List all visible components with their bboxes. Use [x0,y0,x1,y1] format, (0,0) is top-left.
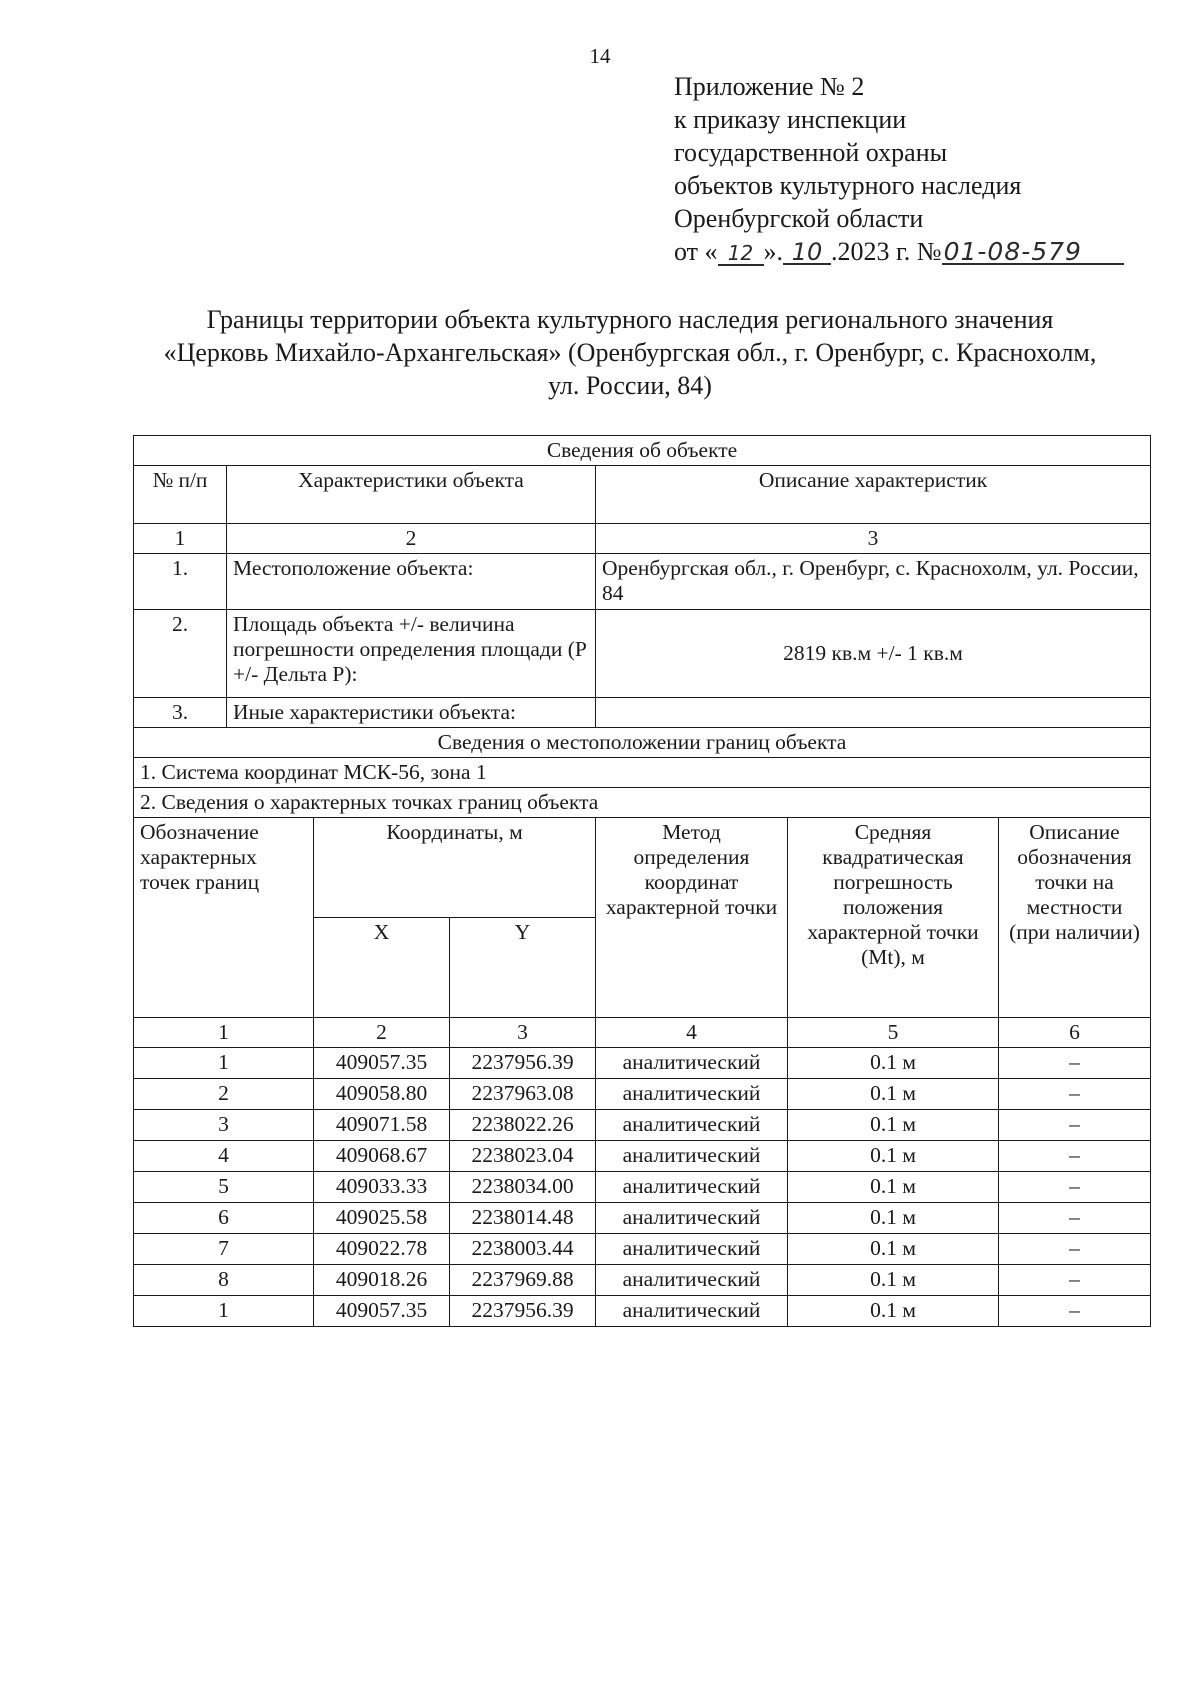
method: аналитический [596,1110,788,1141]
page-number: 14 [589,44,611,68]
table-row [134,1172,1151,1203]
method: аналитический [596,1172,788,1203]
table-row [134,1265,1151,1296]
handwritten-day: 12 [718,242,764,266]
point-id: 1 [134,1296,314,1327]
coord-x: 409068.67 [314,1141,450,1172]
col-index: 4 [596,1018,788,1048]
appendix-date-line [674,235,1124,268]
table-row [134,1048,1151,1079]
table-row [134,1203,1151,1234]
mean-error: 0.1 м [788,1265,999,1296]
row-label: Иные характеристики объекта: [227,698,596,728]
col-index: 3 [450,1018,596,1048]
mean-error: 0.1 м [788,1110,999,1141]
method: аналитический [596,1234,788,1265]
coord-y: 2237969.88 [450,1265,596,1296]
col-header-characteristics: Характеристики объекта [227,466,596,524]
point-description: – [999,1265,1151,1296]
appendix-line: государственной охраны [674,138,948,167]
table-row [134,1141,1151,1172]
object-row-area [134,610,1151,698]
date-suffix: .2023 г. № [831,237,942,266]
method: аналитический [596,1048,788,1079]
row-num: 3. [134,698,227,728]
col-index: 6 [999,1018,1151,1048]
header-mean-error: Средняя квадратическая погрешность положения характерной точки (Mt), м [788,818,999,1018]
coord-y: 2237956.39 [450,1048,596,1079]
coord-y: 2238022.26 [450,1110,596,1141]
header-point-designation: Обозначение характерных точек границ [134,818,314,1018]
coord-x: 409022.78 [314,1234,450,1265]
object-row-other [134,698,1151,728]
row-label: Местоположение объекта: [227,554,596,610]
object-info-section-title: Сведения об объекте [134,436,1151,466]
object-boundaries-table [133,435,1151,1327]
col-header-num: № п/п [134,466,227,524]
point-description: – [999,1141,1151,1172]
point-id: 4 [134,1141,314,1172]
coord-x: 409058.80 [314,1079,450,1110]
table-row [134,1234,1151,1265]
table-row [134,1079,1151,1110]
title-line: «Церковь Михайло-Архангельская» (Оренбургская обл., г. Оренбург, с. Краснохолм, [163,338,1097,367]
point-description: – [999,1234,1151,1265]
row-value [596,698,1151,728]
row-label: Площадь объекта +/- величина погрешности определения площади (P +/- Дельта P): [227,610,596,698]
col-index: 1 [134,1018,314,1048]
coord-y: 2238034.00 [450,1172,596,1203]
coord-y: 2237963.08 [450,1079,596,1110]
points-section-title: 2. Сведения о характерных точках границ объекта [134,788,1151,818]
coord-y: 2238023.04 [450,1141,596,1172]
col-index: 3 [596,524,1151,554]
column-index-row [134,1018,1151,1048]
appendix-line: Оренбургской области [674,204,924,233]
row-value: Оренбургская обл., г. Оренбург, с. Краснохолм, ул. России, 84 [596,554,1151,610]
col-index: 5 [788,1018,999,1048]
header-y: Y [450,918,596,1018]
col-header-description: Описание характеристик [596,466,1151,524]
col-index: 2 [227,524,596,554]
mean-error: 0.1 м [788,1079,999,1110]
appendix-line: к приказу инспекции [674,105,907,134]
handwritten-month: 10 [783,241,831,265]
header-method: Метод определения координат характерной точки [596,818,788,1018]
date-mid: ». [763,237,784,266]
mean-error: 0.1 м [788,1296,999,1327]
header-coordinates: Координаты, м [314,818,596,918]
document-title [90,303,1170,402]
table-row [134,1296,1151,1327]
row-num: 1. [134,554,227,610]
point-id: 8 [134,1265,314,1296]
title-line: Границы территории объекта культурного наследия регионального значения [206,305,1054,334]
coord-y: 2238003.44 [450,1234,596,1265]
coord-y: 2237956.39 [450,1296,596,1327]
method: аналитический [596,1265,788,1296]
mean-error: 0.1 м [788,1234,999,1265]
row-value: 2819 кв.м +/- 1 кв.м [596,610,1151,698]
point-id: 1 [134,1048,314,1079]
method: аналитический [596,1203,788,1234]
appendix-line: объектов культурного наследия [674,171,1022,200]
point-description: – [999,1079,1151,1110]
method: аналитический [596,1079,788,1110]
coord-x: 409071.58 [314,1110,450,1141]
point-description: – [999,1203,1151,1234]
col-index: 1 [134,524,227,554]
mean-error: 0.1 м [788,1172,999,1203]
coordinate-system: 1. Система координат МСК-56, зона 1 [134,758,1151,788]
mean-error: 0.1 м [788,1141,999,1172]
point-description: – [999,1048,1151,1079]
row-num: 2. [134,610,227,698]
point-description: – [999,1110,1151,1141]
point-id: 2 [134,1079,314,1110]
appendix-header [674,70,1124,268]
header-point-description: Описание обозначения точки на местности (при наличии) [999,818,1151,1018]
coord-x: 409057.35 [314,1048,450,1079]
col-index: 2 [314,1018,450,1048]
appendix-line: Приложение № 2 [674,72,865,101]
point-id: 5 [134,1172,314,1203]
coord-x: 409033.33 [314,1172,450,1203]
boundary-section-title: Сведения о местоположении границ объекта [134,728,1151,758]
point-id: 7 [134,1234,314,1265]
title-line: ул. России, 84) [548,371,712,400]
object-row-location [134,554,1151,610]
header-x: X [314,918,450,1018]
handwritten-order-number: 01-08-579 [942,241,1124,265]
point-description: – [999,1172,1151,1203]
table-row [134,1110,1151,1141]
point-description: – [999,1296,1151,1327]
coord-x: 409018.26 [314,1265,450,1296]
point-id: 6 [134,1203,314,1234]
mean-error: 0.1 м [788,1048,999,1079]
coord-x: 409025.58 [314,1203,450,1234]
date-prefix: от « [674,237,718,266]
method: аналитический [596,1141,788,1172]
method: аналитический [596,1296,788,1327]
mean-error: 0.1 м [788,1203,999,1234]
coord-x: 409057.35 [314,1296,450,1327]
points-body [134,1048,1151,1327]
coord-y: 2238014.48 [450,1203,596,1234]
point-id: 3 [134,1110,314,1141]
